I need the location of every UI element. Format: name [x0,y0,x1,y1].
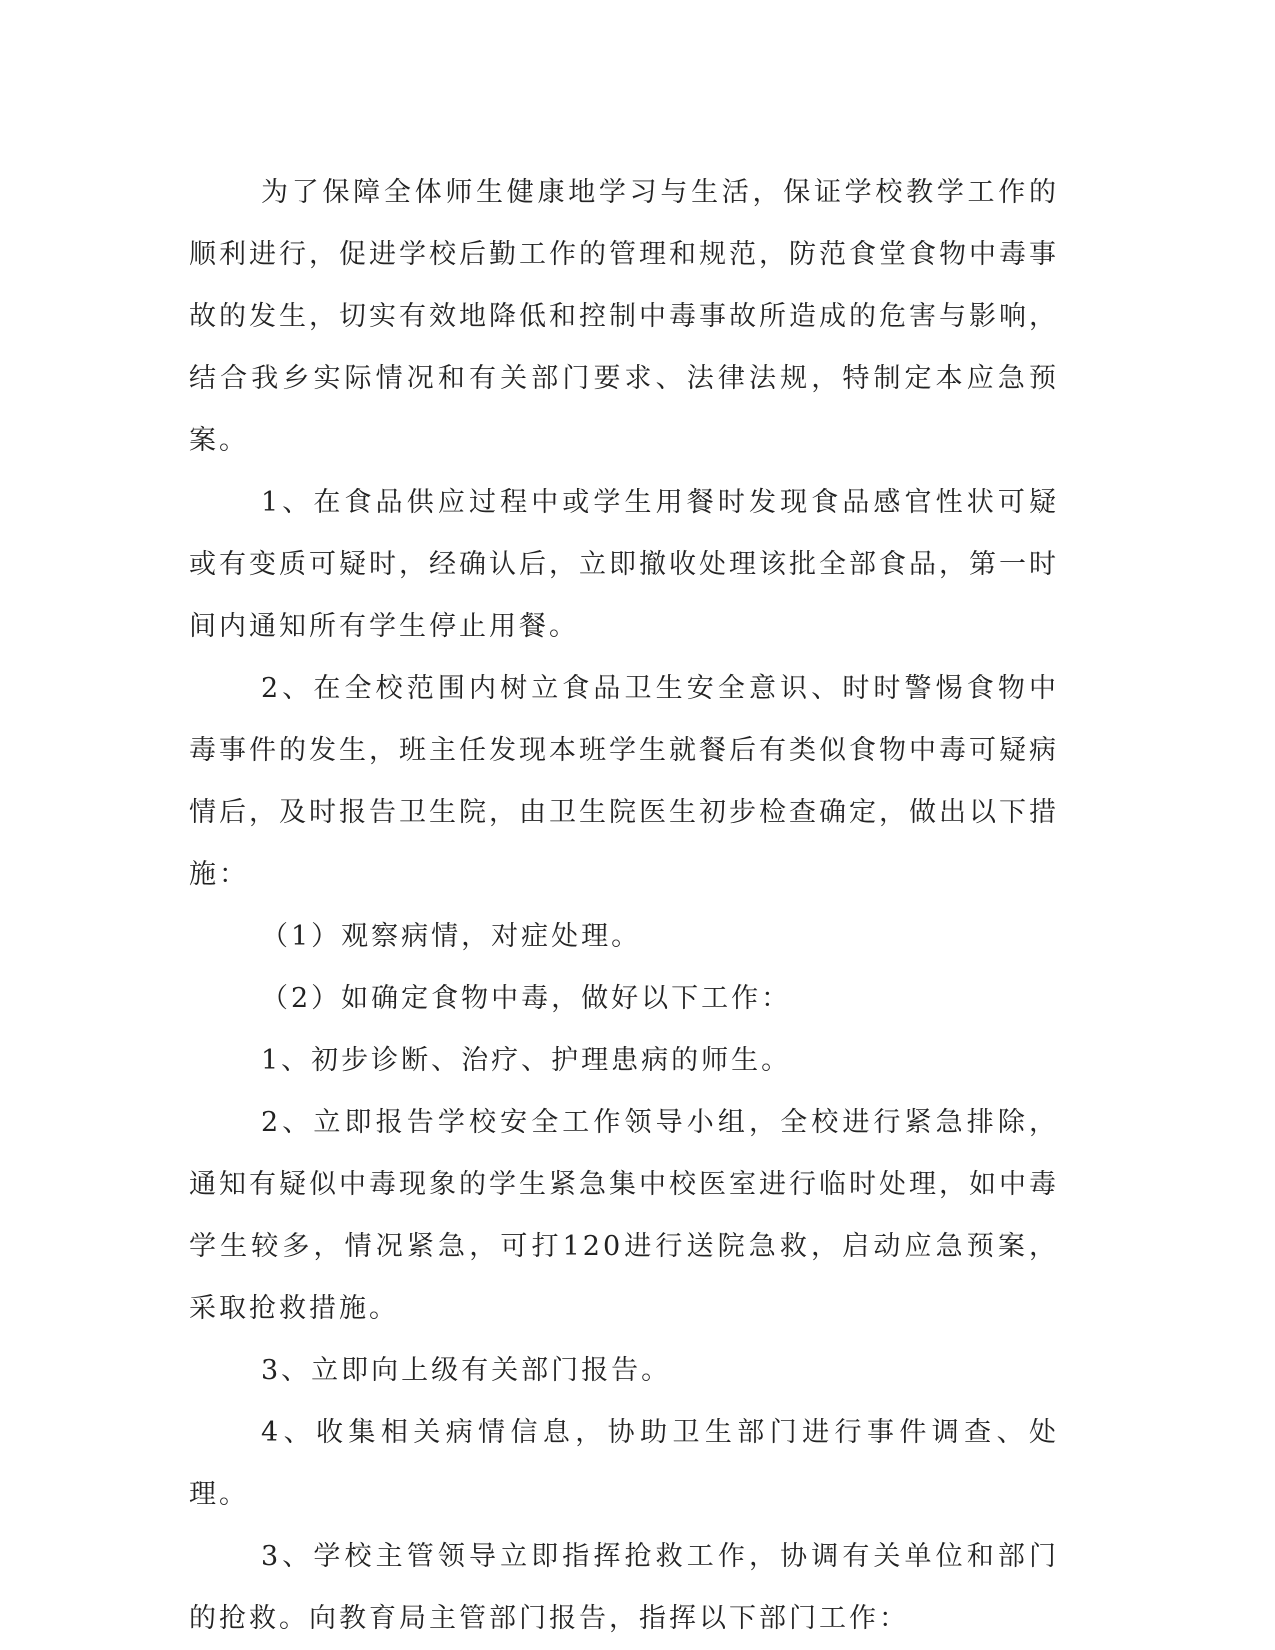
paragraph-item-1: 1、在食品供应过程中或学生用餐时发现食品感官性状可疑或有变质可疑时，经确认后，立即撤收处理该批全部食品，第一时间内通知所有学生停止用餐。 [189,487,1059,642]
paragraph-intro: 为了保障全体师生健康地学习与生活，保证学校教学工作的顺利进行，促进学校后勤工作的管理和规范，防范食堂食物中毒事故的发生，切实有效地降低和控制中毒事故所造成的危害与影响，结合我乡实际情况和有关部门要求、法律法规，特制定本应急预案。 [189,177,1059,456]
document-body [189,162,1059,1650]
paragraph-step-3: 3、立即向上级有关部门报告。 [261,1355,672,1386]
paragraph-item-3: 3、学校主管领导立即指挥抢救工作，协调有关单位和部门的抢救。向教育局主管部门报告，指挥以下部门工作： [189,1541,1059,1634]
paragraph-sub-1: （1）观察病情，对症处理。 [261,921,642,952]
paragraph-item-2: 2、在全校范围内树立食品卫生安全意识、时时警惕食物中毒事件的发生，班主任发现本班学生就餐后有类似食物中毒可疑病情后，及时报告卫生院，由卫生院医生初步检查确定，做出以下措施： [189,673,1059,890]
paragraph-step-2: 2、立即报告学校安全工作领导小组，全校进行紧急排除，通知有疑似中毒现象的学生紧急集中校医室进行临时处理，如中毒学生较多，情况紧急，可打120进行送院急救，启动应急预案，采取抢救措施。 [189,1107,1059,1324]
paragraph-step-4: 4、收集相关病情信息，协助卫生部门进行事件调查、处理。 [189,1417,1059,1510]
paragraph-step-1: 1、初步诊断、治疗、护理患病的师生。 [261,1045,792,1076]
paragraph-sub-2: （2）如确定食物中毒，做好以下工作： [261,983,792,1014]
